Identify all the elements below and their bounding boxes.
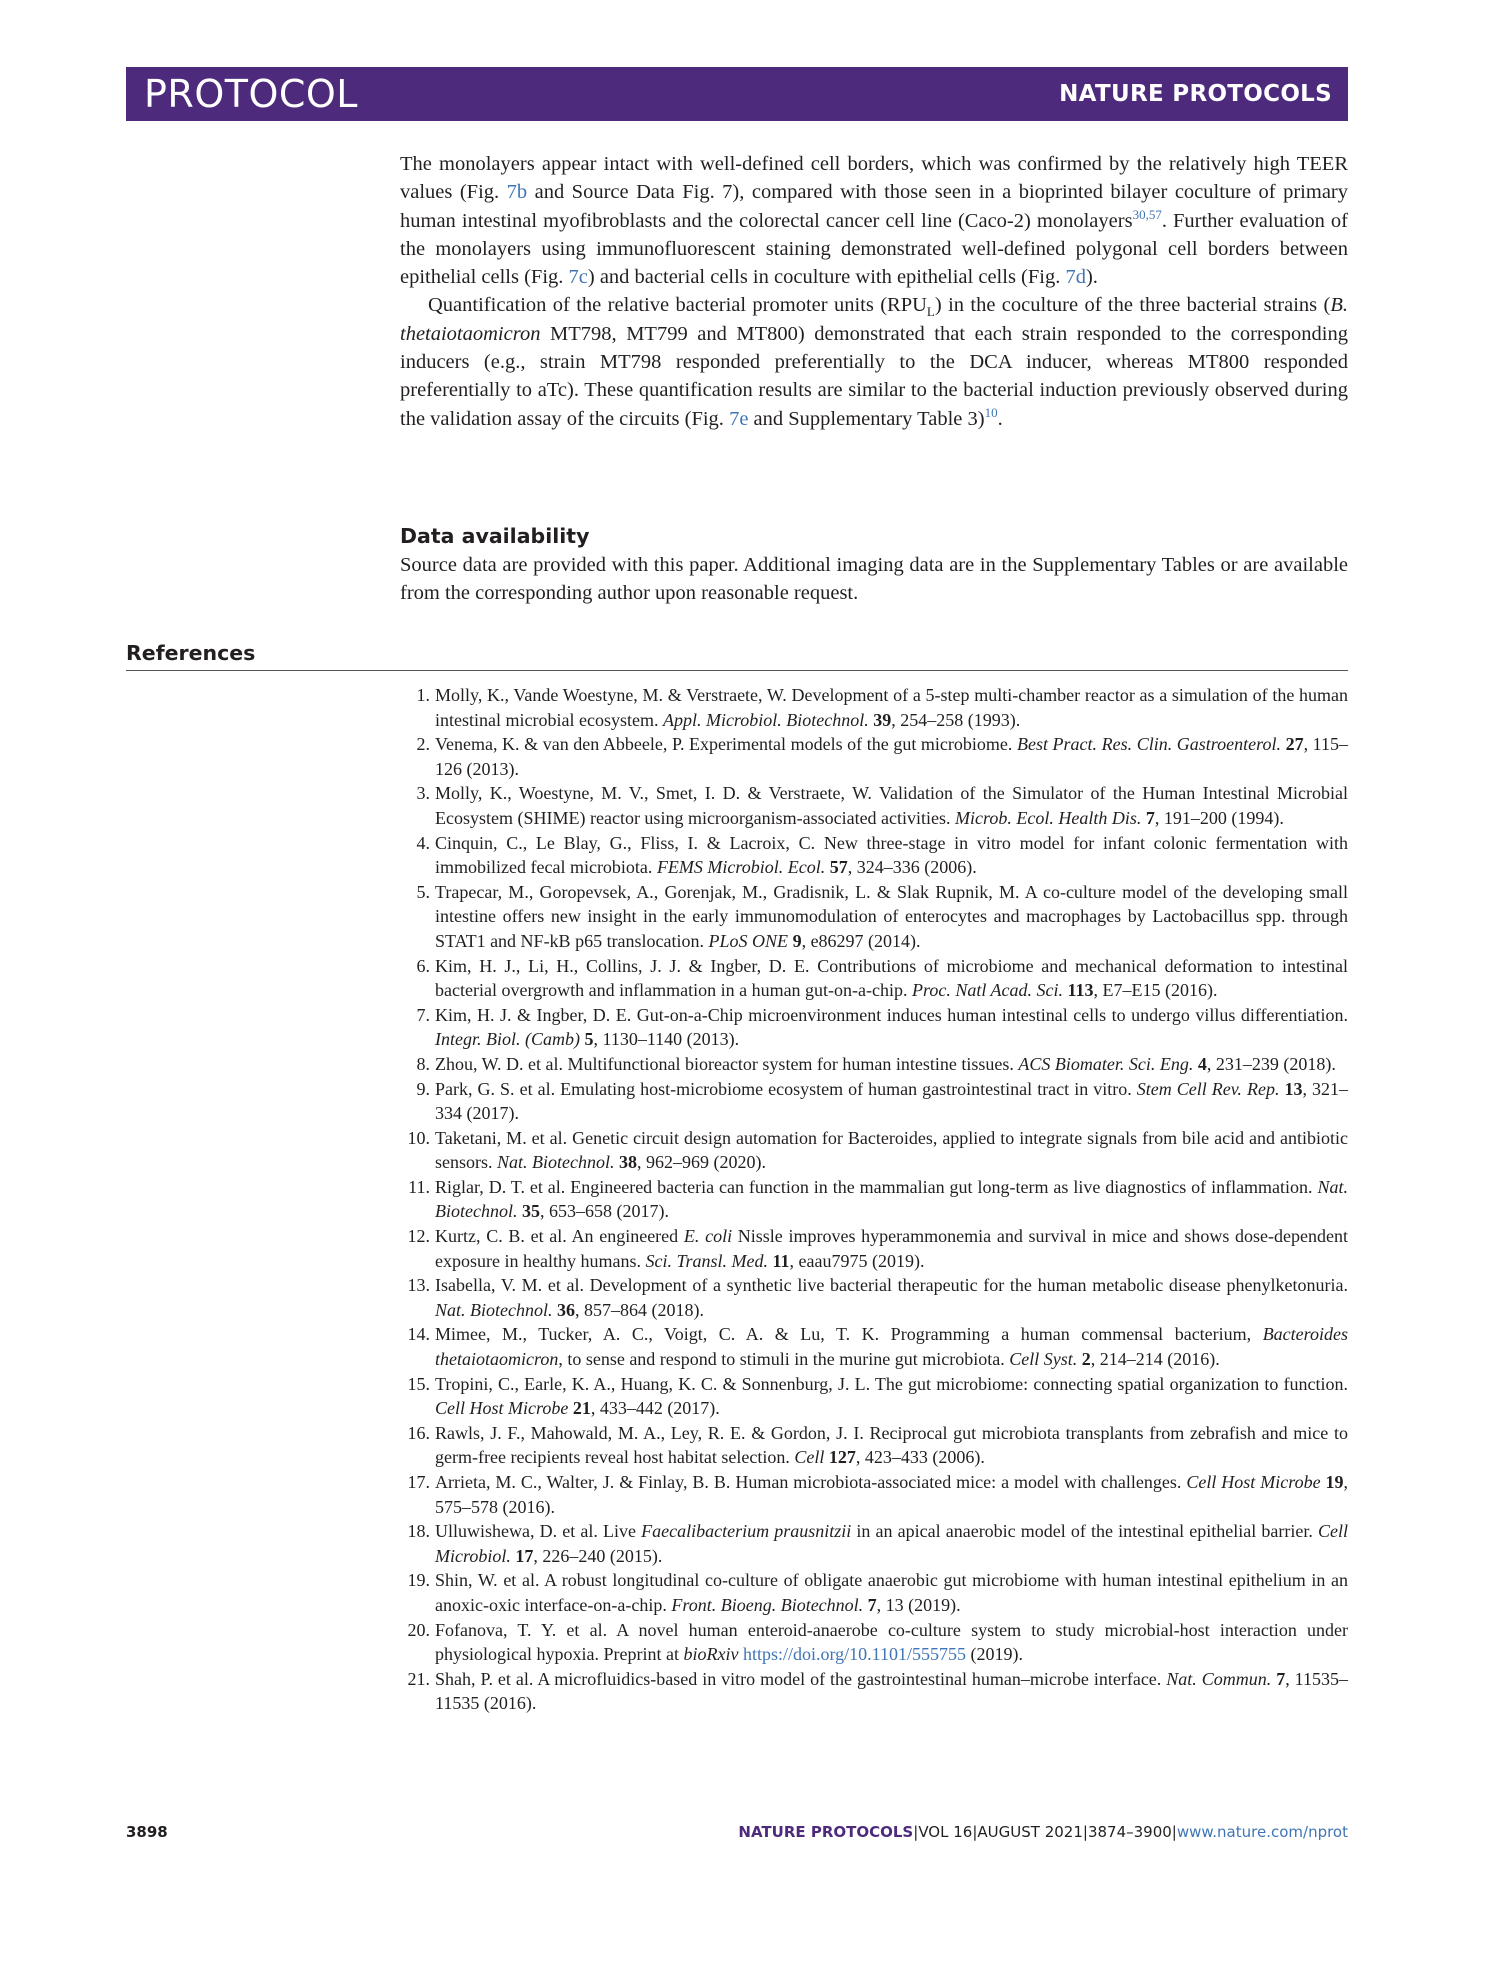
- reference-volume: 7: [1145, 807, 1155, 828]
- reference-journal: Proc. Natl Acad. Sci.: [912, 980, 1064, 1001]
- reference-doi-link[interactable]: https://doi.org/10.1101/555755: [742, 1644, 966, 1665]
- reference-volume: 127: [828, 1447, 856, 1468]
- reference-pages-year: , e86297 (2014).: [801, 930, 921, 951]
- reference-volume: 21: [572, 1398, 591, 1419]
- reference-volume: 7: [867, 1594, 877, 1615]
- reference-number: 21.: [407, 1668, 430, 1689]
- reference-pages-year: , 433–442 (2017).: [590, 1398, 720, 1419]
- reference-volume: 27: [1285, 734, 1304, 755]
- reference-journal: ACS Biomater. Sci. Eng.: [1018, 1053, 1194, 1074]
- reference-authors-title: Arrieta, M. C., Walter, J. & Finlay, B. B. Human microbiota-associated mice: a model with challenges.: [435, 1472, 1187, 1492]
- reference-pages-year: , 324–336 (2006).: [847, 857, 977, 878]
- reference-item: [400, 1421, 1348, 1470]
- reference-pages-year: , 423–433 (2006).: [855, 1447, 985, 1468]
- reference-number: 14.: [407, 1324, 430, 1345]
- footer-pages: 3874–3900: [1087, 1823, 1172, 1841]
- text-run: and Source Data Fig. 7), compared with those seen in a bioprinted bilayer coculture of primary human intestinal myofibroblasts and the colorectal cancer cell line (Caco-2) monolayers: [400, 181, 1348, 232]
- reference-item: [400, 1470, 1348, 1519]
- reference-journal: Nat. Biotechnol.: [497, 1152, 615, 1173]
- reference-pages-year: , 191–200 (1994).: [1154, 807, 1284, 828]
- reference-journal: Bacteroides thetaiotaomicron: [435, 1324, 1348, 1370]
- data-availability-text: Source data are provided with this paper. Additional imaging data are in the Supplementary Tables or are available from the corresponding author upon reasonable request.: [400, 554, 1348, 605]
- references-heading: References: [126, 641, 256, 665]
- footer-citation: [738, 1823, 1348, 1841]
- journal-name-label: NATURE PROTOCOLS: [1059, 81, 1332, 107]
- reference-volume: 19: [1325, 1472, 1344, 1492]
- reference-number: 17.: [407, 1472, 430, 1492]
- reference-item: [400, 732, 1348, 781]
- reference-journal: Cell Host Microbe: [435, 1398, 569, 1419]
- footer-separator: |: [972, 1823, 978, 1841]
- reference-pages-year: , 214–214 (2016).: [1090, 1349, 1220, 1370]
- footer-date: AUGUST 2021: [977, 1823, 1083, 1841]
- section-type-label: PROTOCOL: [144, 72, 358, 116]
- reference-journal: Front. Bioeng. Biotechnol.: [671, 1594, 864, 1615]
- figure-link-7c[interactable]: 7c: [568, 266, 588, 289]
- reference-journal: Nat. Biotechnol.: [435, 1176, 1348, 1222]
- reference-number: 11.: [408, 1176, 430, 1197]
- reference-number: 6.: [416, 955, 430, 976]
- reference-journal: PLoS ONE: [708, 930, 789, 951]
- reference-journal: Microb. Ecol. Health Dis.: [955, 807, 1142, 828]
- reference-volume: 17: [515, 1545, 534, 1566]
- text-run: MT798, MT799 and MT800) demonstrated that each strain responded to the corresponding inducers (e.g., strain MT798 responded preferentially to the DCA inducer, whereas MT800 responded preferentially to aTc). These quantification results are similar to the bacterial induction previously observed during the validation assay of the circuits (Fig.: [400, 322, 1348, 430]
- reference-item: [400, 683, 1348, 732]
- text-run: .: [997, 407, 1003, 430]
- footer-separator: |: [1082, 1823, 1088, 1841]
- reference-volume: 13: [1284, 1078, 1303, 1099]
- reference-authors-title: Shin, W. et al. A robust longitudinal co-culture of obligate anaerobic gut microbiome with human intestinal epithelium in an anoxic-oxic interface-on-a-chip.: [435, 1570, 1348, 1615]
- reference-pages-year: , 653–658 (2017).: [539, 1201, 669, 1222]
- reference-authors-title: Kim, H. J. & Ingber, D. E. Gut-on-a-Chip microenvironment induces human intestinal cells to undergo villus differentiation.: [435, 1004, 1348, 1025]
- reference-item: [400, 880, 1348, 954]
- reference-authors-title: Zhou, W. D. et al. Multifunctional bioreactor system for human intestine tissues.: [435, 1053, 1019, 1074]
- reference-item: [400, 1618, 1348, 1667]
- reference-volume: 36: [556, 1299, 575, 1320]
- figure-link-7b[interactable]: 7b: [506, 181, 528, 204]
- reference-number: 9.: [416, 1078, 430, 1099]
- footer-separator: |: [1171, 1823, 1177, 1841]
- reference-authors-title: Kurtz, C. B. et al. An engineered: [435, 1226, 684, 1247]
- reference-volume: 11: [772, 1250, 790, 1271]
- reference-journal: Sci. Transl. Med.: [645, 1250, 768, 1271]
- data-availability-heading: Data availability: [400, 524, 590, 548]
- reference-authors-title: Venema, K. & van den Abbeele, P. Experimental models of the gut microbiome.: [435, 734, 1017, 755]
- reference-pages-year: , 962–969 (2020).: [636, 1152, 766, 1173]
- reference-pages-year: , 254–258 (1993).: [891, 709, 1021, 730]
- reference-journal: Stem Cell Rev. Rep.: [1136, 1078, 1280, 1099]
- subscript: L: [926, 304, 935, 320]
- reference-pages-year: , E7–E15 (2016).: [1093, 980, 1218, 1001]
- reference-number: 5.: [416, 881, 430, 902]
- reference-pages-year: , eaau7975 (2019).: [789, 1250, 925, 1271]
- text-run: Quantification of the relative bacterial promoter units (RPU: [428, 294, 927, 317]
- reference-journal: E. coli: [683, 1226, 733, 1247]
- reference-item: [400, 1175, 1348, 1224]
- reference-number: 13.: [407, 1275, 430, 1296]
- reference-item: [400, 1003, 1348, 1052]
- reference-item: [400, 1568, 1348, 1617]
- reference-authors-title: Fofanova, T. Y. et al. A novel human enteroid-anaerobe co-culture system to study microbial-host interaction under physiological hypoxia. Preprint at: [435, 1619, 1348, 1665]
- reference-journal: Best Pract. Res. Clin. Gastroenterol.: [1016, 734, 1281, 755]
- citation-link-30-57[interactable]: 30,57: [1132, 206, 1162, 222]
- reference-volume: 39: [873, 709, 892, 730]
- reference-number: 19.: [407, 1570, 430, 1591]
- reference-item: [400, 1372, 1348, 1421]
- text-run: . Further evaluation of the monolayers using immunofluorescent staining demonstrated well-defined polygonal cell borders between epithelial cells (Fig.: [400, 209, 1349, 289]
- results-text: [400, 150, 1348, 433]
- reference-authors-title: Park, G. S. et al. Emulating host-microbiome ecosystem of human gastrointestinal tract in vitro.: [435, 1078, 1137, 1099]
- reference-text: , to sense and respond to stimuli in the murine gut microbiota.: [558, 1349, 1010, 1370]
- reference-authors-title: Kim, H. J., Li, H., Collins, J. J. & Ingber, D. E. Contributions of microbiome and mechanical deformation to intestinal bacterial overgrowth and inflammation in a human gut-on-a-chip.: [435, 955, 1348, 1001]
- reference-authors-title: Ulluwishewa, D. et al. Live: [435, 1521, 642, 1542]
- reference-number: 16.: [407, 1422, 430, 1443]
- reference-volume: 4: [1197, 1053, 1207, 1074]
- reference-number: 15.: [407, 1373, 430, 1394]
- reference-authors-title: Molly, K., Vande Woestyne, M. & Verstraete, W. Development of a 5-step multi-chamber reactor as a simulation of the human intestinal microbial ecosystem.: [435, 685, 1348, 730]
- figure-link-7e[interactable]: 7e: [729, 407, 749, 430]
- footer-volume: VOL 16: [918, 1823, 973, 1841]
- reference-number: 2.: [416, 734, 430, 755]
- reference-item: [400, 781, 1348, 830]
- reference-pages-year: , 321–334 (2017).: [435, 1078, 1349, 1124]
- reference-volume: 113: [1067, 980, 1094, 1001]
- footer-separator: |: [913, 1823, 919, 1841]
- reference-volume: 5: [584, 1029, 594, 1050]
- reference-list: [400, 683, 1348, 1716]
- reference-journal: FEMS Microbiol. Ecol.: [656, 857, 826, 878]
- reference-journal: Nat. Commun.: [1166, 1668, 1272, 1689]
- text-run: ).: [1085, 266, 1098, 289]
- paragraph-1: [400, 150, 1348, 291]
- text-run: The monolayers appear intact with well-defined cell borders, which was confirmed by the relatively high TEER values (Fig.: [400, 153, 1348, 204]
- reference-item: [400, 1126, 1348, 1175]
- reference-volume: 38: [618, 1152, 637, 1173]
- reference-authors-title: Riglar, D. T. et al. Engineered bacteria can function in the mammalian gut long-term as live diagnostics of inflammation.: [435, 1176, 1318, 1197]
- reference-journal: Faecalibacterium prausnitzii: [641, 1521, 852, 1542]
- reference-number: 12.: [407, 1226, 430, 1247]
- reference-number: 3.: [416, 783, 430, 804]
- reference-pages-year: , 231–239 (2018).: [1206, 1053, 1336, 1074]
- reference-item: [400, 1667, 1348, 1716]
- page-header-bar: [126, 67, 1348, 121]
- reference-volume: 57: [829, 857, 848, 878]
- figure-link-7d[interactable]: 7d: [1065, 266, 1086, 289]
- reference-journal: Cell: [794, 1447, 825, 1468]
- reference-item: [400, 1077, 1348, 1126]
- reference-authors-title: Molly, K., Woestyne, M. V., Smet, I. D. & Verstraete, W. Validation of the Simulator of the Human Intestinal Microbial Ecosystem (SHIME) reactor using microorganism-associated activities.: [435, 783, 1348, 828]
- reference-item: [400, 1273, 1348, 1322]
- reference-authors-title: Rawls, J. F., Mahowald, M. A., Ley, R. E. & Gordon, J. I. Reciprocal gut microbiota transplants from zebrafish and mice to germ-free recipients reveal host habitat selection.: [435, 1422, 1348, 1468]
- reference-item: [400, 831, 1348, 880]
- reference-pages-year: , 1130–1140 (2013).: [593, 1029, 740, 1050]
- reference-item: [400, 1052, 1348, 1077]
- reference-journal: bioRxiv: [683, 1644, 739, 1665]
- reference-number: 10.: [407, 1127, 430, 1148]
- reference-number: 1.: [416, 685, 430, 705]
- reference-pages-year: (2019).: [965, 1644, 1023, 1665]
- text-run: ) and bacterial cells in coculture with epithelial cells (Fig.: [587, 266, 1066, 289]
- reference-number: 7.: [416, 1004, 430, 1025]
- reference-number: 20.: [407, 1619, 430, 1640]
- reference-authors-title: Taketani, M. et al. Genetic circuit design automation for Bacteroides, applied to integrate signals from bile acid and antibiotic sensors.: [435, 1127, 1348, 1173]
- reference-pages-year: , 115–126 (2013).: [435, 734, 1348, 779]
- reference-volume: 35: [521, 1201, 540, 1222]
- reference-number: 8.: [416, 1053, 430, 1074]
- text-run: and Supplementary Table 3): [748, 407, 985, 430]
- reference-pages-year: , 13 (2019).: [876, 1594, 961, 1615]
- reference-item: [400, 954, 1348, 1003]
- reference-journal: Cell Syst.: [1009, 1349, 1078, 1370]
- reference-pages-year: , 575–578 (2016).: [435, 1472, 1349, 1517]
- reference-authors-title: Cinquin, C., Le Blay, G., Fliss, I. & Lacroix, C. New three-stage in vitro model for infant colonic fermentation with immobilized fecal microbiota.: [435, 832, 1348, 878]
- reference-item: [400, 1224, 1348, 1273]
- reference-authors-title: Trapecar, M., Goropevsek, A., Gorenjak, M., Gradisnik, L. & Slak Rupnik, M. A co-culture model of the developing small intestine offers new insight in the early immunomodulation of enterocytes and macrophages by Lactobacillus spp. through STAT1 and NF-kB p65 translocation.: [435, 881, 1348, 951]
- reference-text: in an apical anaerobic model of the intestinal epithelial barrier.: [851, 1521, 1318, 1542]
- reference-volume: 9: [792, 930, 802, 951]
- reference-pages-year: , 11535–11535 (2016).: [435, 1668, 1349, 1714]
- species-name: B. thetaiotaomicron: [400, 294, 1348, 345]
- reference-item: [400, 1322, 1348, 1371]
- reference-authors-title: Tropini, C., Earle, K. A., Huang, K. C. & Sonnenburg, J. L. The gut microbiome: connecting spatial organization to function.: [435, 1373, 1348, 1394]
- paragraph-2: [400, 291, 1348, 432]
- reference-authors-title: Shah, P. et al. A microfluidics-based in vitro model of the gastrointestinal human–microbe interface.: [435, 1668, 1167, 1689]
- citation-link-10[interactable]: 10: [984, 404, 998, 420]
- reference-journal: Appl. Microbiol. Biotechnol.: [662, 709, 869, 730]
- reference-number: 18.: [407, 1521, 430, 1542]
- references-divider: [126, 670, 1348, 671]
- reference-journal: Nat. Biotechnol.: [435, 1299, 553, 1320]
- reference-volume: 2: [1081, 1349, 1091, 1370]
- reference-item: [400, 1519, 1348, 1568]
- reference-pages-year: , 226–240 (2015).: [533, 1545, 663, 1566]
- reference-volume: 7: [1276, 1668, 1286, 1689]
- reference-journal: Integr. Biol. (Camb): [435, 1029, 580, 1050]
- page-number: 3898: [126, 1823, 168, 1841]
- text-run: ) in the coculture of the three bacterial strains (: [934, 294, 1331, 317]
- footer-url-link[interactable]: www.nature.com/nprot: [1176, 1823, 1348, 1841]
- reference-authors-title: Isabella, V. M. et al. Development of a synthetic live bacterial therapeutic for the human metabolic disease phenylketonuria.: [435, 1275, 1348, 1296]
- reference-text: Nissle improves hyperammonemia and survival in mice and shows dose-dependent exposure in healthy humans.: [435, 1226, 1348, 1271]
- reference-journal: Cell Microbiol.: [435, 1521, 1348, 1566]
- reference-pages-year: , 857–864 (2018).: [574, 1299, 704, 1320]
- reference-authors-title: Mimee, M., Tucker, A. C., Voigt, C. A. & Lu, T. K. Programming a human commensal bacterium,: [435, 1324, 1263, 1345]
- footer-journal: NATURE PROTOCOLS: [738, 1823, 914, 1841]
- reference-number: 4.: [416, 832, 430, 853]
- reference-journal: Cell Host Microbe: [1186, 1472, 1321, 1492]
